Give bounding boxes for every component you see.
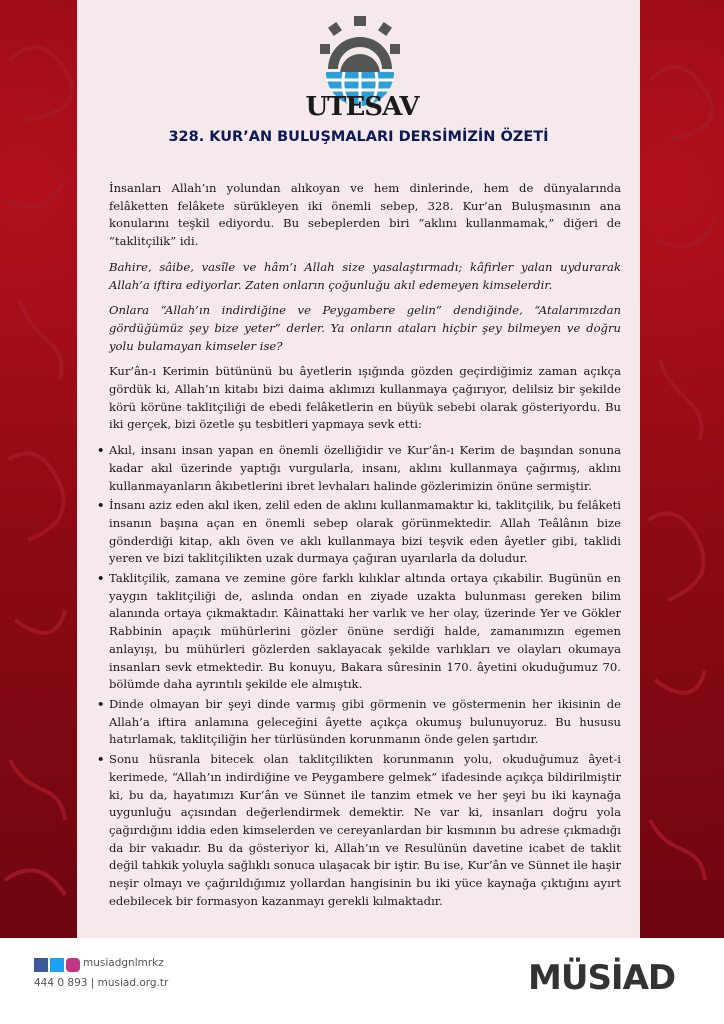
intro-paragraph: İnsanları Allah’ın yolundan alıkoyan ve hem dinlerinde, hem de dünyalarında felâketten felâkete sürükleyen iki önemli sebep, 328. Kur’an Buluşmasının ana konularını teşkil ediyordu. Bu sebeplerden biri “aklını kullanmamak,” diğeri de “taklitçilik” idi. bbox=[109, 181, 621, 249]
list-item: • Taklitçilik, zamana ve zemine göre farklı kılıklar altında ortaya çıkabilir. Bugünün en yaygın taklitçiliği de, aslında ondan en ziyade uzakta bulunması gereken bilim alanında ortaya çıkmaktadır. Kâinattaki her varlık ve her olay, üzerinde Yer ve Gökler Rabbinin apaçık mühürlerini gözler önüne serdiği halde, zamanımızın egemen anlayışı, bu mühürleri gözlerden saklayacak şekilde varlıkları ve olayları okumaya insanları sevk etmektedir. Bu konuyu, Bakara sûresinin 170. âyetini okuduğumuz 70. bölümde daha ayrıntılı şekilde ele almıştık. bbox=[97, 571, 621, 692]
musiad-logo: MÜSİAD bbox=[528, 958, 676, 998]
summary-paragraph: Kur’ân-ı Kerimin bütününü bu âyetlerin ışığında gözden geçirdiğimiz zaman açıkça gördük ki, Allah’ın kitabı bizi daima aklımızı kullanmaya çağırıyor, delilsiz bir şekilde körü körüne taklitçiliği de ebedi felâketlerin en büyük sebebi olarak gösteriyordu. Bu iki gerçek, bizi özetle şu tesbitleri yapmaya sevk etti: bbox=[109, 364, 621, 432]
arabic-calligraphy-pattern bbox=[640, 0, 724, 938]
list-item: • Sonu hüsranla bitecek olan taklitçilikten korunmanın yolu, okuduğumuz âyet-i kerimede, “Allah’ın indirdiğine ve Peygambere gelmek” ifadesinde açıkça bildirilmiştir ki, bu da, hayatımızı Kur’ân ve Sünnet ile tanzim etmek ve her şeyi bu iki kaynağa uygunluğu açısından değerlendirmek demektir. Ne var ki, insanları doğru yola çağırdığını iddia eden kimselerden ve cereyanlardan bir kısmının bu adrese çıkmadığı da bir vakıadır. Bu da gösteriyor ki, Allah’ın ve Resulünün davetine icabet de taklit değil tahkik yoluyla sağlıklı sonuca ulaşacak bir iştir. Bu ise, Kur’ân ve Sünnet ile haşir neşir olmayı ve çağırıldığımız yollardan hangisinin bu iki yüce kaynağa çıktığını ayırt edebilecek bir formasyon kazanmayı gerekli kılmaktadır. bbox=[97, 752, 621, 908]
bullet-icon: • bbox=[97, 443, 105, 458]
logo-wordmark: UTESAV bbox=[305, 92, 419, 122]
instagram-icon[interactable] bbox=[66, 958, 80, 972]
facebook-icon[interactable] bbox=[34, 958, 48, 972]
verse-quote-2: Onlara “Allah’ın indirdiğine ve Peygambere gelin” dendiğinde, “Atalarımızdan gördüğümüz şey bize yeter” derler. Ya onların ataları hiçbir şey bilmeyen ve doğru yolu bulamayan kimseler ise? bbox=[109, 303, 621, 353]
twitter-icon[interactable] bbox=[50, 958, 64, 972]
social-handle[interactable]: musiadgnlmrkz bbox=[83, 957, 164, 969]
bullet-icon: • bbox=[97, 498, 105, 513]
findings-list bbox=[97, 442, 621, 910]
verse-quote-1: Bahire, sâibe, vasîle ve hâm’ı Allah size yasalaştırmadı; kâfirler yalan uydurarak Allah’a iftira ediyorlar. Zaten onların çoğunluğu akıl edemeyen kimselerdir. bbox=[109, 259, 621, 292]
left-decorative-band bbox=[0, 0, 77, 938]
list-item: • İnsanı aziz eden akıl iken, zelil eden de aklını kullanmamaktır ki, taklitçilik, bu felâketi insanın başına açan en önemli sebep olarak görünmektedir. Allah Teâlânın bize gönderdiği kitap, aklı öven ve aklı kullanmaya bizi teşvik eden âyetler gibi, taklidi yeren ve bizi taklitçilikten uzak durmaya çağıran uyarılarla da doludur. bbox=[97, 498, 621, 566]
list-item: • Akıl, insanı insan yapan en önemli özelliğidir ve Kur’ân-ı Kerim de başından sonuna kadar akıl üzerinde yaptığı vurgularla, insanı, aklını kullanmaya çağırmış, aklını kullanmayanların âkıbetlerini ibret levhaları halinde gözlerimizin önüne sermiştir. bbox=[97, 443, 621, 493]
contact-info[interactable]: 444 0 893 | musiad.org.tr bbox=[34, 977, 169, 989]
page-title: 328. KUR’AN BULUŞMALARI DERSİMİZİN ÖZETİ bbox=[168, 129, 549, 145]
right-decorative-band bbox=[640, 0, 724, 938]
arabic-calligraphy-pattern bbox=[0, 0, 77, 938]
document-body bbox=[97, 180, 621, 912]
list-item: • Dinde olmayan bir şeyi dinde varmış gibi görmenin ve göstermenin her ikisinin de Allah’a iftira anlamına geleceğini âyette açıkça okumuş bulunuyoruz. Bu hususu hatırlamak, taklitçiliğin her türlüsünden korunmanın önde gelen şartıdır. bbox=[97, 696, 621, 747]
bullet-icon: • bbox=[97, 696, 105, 711]
bullet-icon: • bbox=[97, 571, 105, 586]
social-icons bbox=[34, 958, 80, 972]
bullet-icon: • bbox=[97, 752, 105, 767]
